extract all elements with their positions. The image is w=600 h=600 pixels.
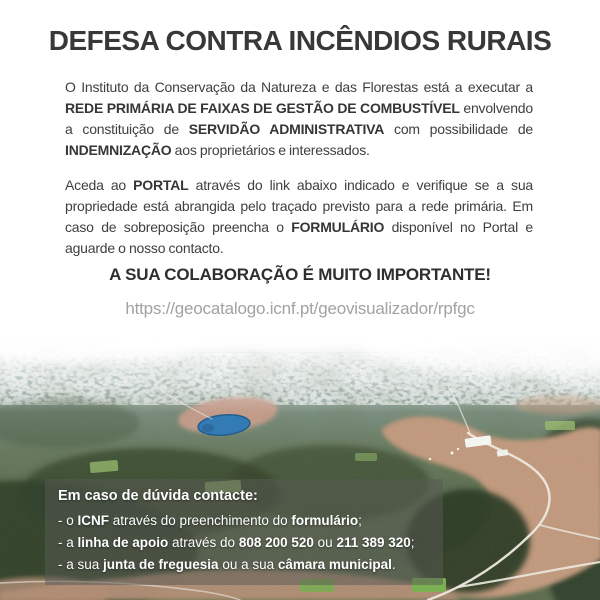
paragraph-portal-instructions bbox=[65, 175, 533, 259]
text-segment: . bbox=[391, 557, 396, 572]
emphasis-linha-apoio: linha de apoio bbox=[77, 535, 169, 550]
contact-line-icnf bbox=[58, 510, 431, 532]
emphasis-junta: junta de freguesia bbox=[103, 557, 219, 572]
contact-line-local bbox=[58, 554, 431, 576]
text-segment: ; bbox=[358, 513, 362, 528]
text-segment: com possibilidade de bbox=[384, 121, 534, 137]
collaboration-banner: A SUA COLABORAÇÃO É MUITO IMPORTANTE! bbox=[109, 265, 491, 284]
text-segment: através do link abaixo indicado e verifique se a sua propriedade está abrangida pelo traçado previsto para a rede primária. Em caso de sobreposição preencha o bbox=[65, 177, 534, 235]
aerial-photo bbox=[0, 333, 600, 600]
paragraph-execution-notice bbox=[65, 77, 533, 161]
text-segment: Aceda ao bbox=[65, 177, 134, 193]
intro-section bbox=[65, 77, 533, 259]
phone-number-1: 808 200 520 bbox=[238, 535, 314, 550]
text-segment: - o bbox=[58, 513, 78, 528]
text-segment: através do bbox=[168, 535, 239, 550]
text-segment: - a bbox=[58, 535, 78, 550]
emphasis-camara: câmara municipal bbox=[277, 557, 392, 572]
text-segment: através do preenchimento do bbox=[109, 513, 292, 528]
text-segment: ou a sua bbox=[218, 557, 278, 572]
contact-info-box bbox=[45, 479, 443, 585]
emphasis-icnf: ICNF bbox=[77, 513, 110, 528]
emphasis-formulario: FORMULÁRIO bbox=[291, 219, 385, 235]
emphasis-formulario-contact: formulário bbox=[291, 513, 359, 528]
text-segment: - a sua bbox=[58, 557, 104, 572]
text-segment: ou bbox=[313, 535, 337, 550]
emphasis-indemnizacao: INDEMNIZAÇÃO bbox=[65, 142, 172, 158]
emphasis-rede-primaria: REDE PRIMÁRIA DE FAIXAS DE GESTÃO DE COMBUSTÍVEL bbox=[65, 100, 460, 116]
emphasis-servidao: SERVIDÃO ADMINISTRATIVA bbox=[188, 121, 385, 137]
page-title: DEFESA CONTRA INCÊNDIOS RURAIS bbox=[48, 24, 552, 56]
text-segment: disponível no Portal e aguarde o nosso contacto. bbox=[65, 219, 533, 256]
text-segment: envolvendo a constituição de bbox=[65, 100, 533, 137]
contact-line-phone bbox=[58, 532, 431, 554]
text-segment: ; bbox=[410, 535, 415, 550]
phone-number-2: 211 389 320 bbox=[336, 535, 411, 550]
portal-url[interactable]: https://geocatalogo.icnf.pt/geovisualizador/rpfgc bbox=[125, 299, 475, 318]
text-segment: aos proprietários e interessados. bbox=[171, 142, 370, 158]
text-segment: O Instituto da Conservação da Natureza e das Florestas está a executar a bbox=[65, 79, 533, 95]
haze-fog bbox=[0, 333, 600, 413]
contact-heading: Em caso de dúvida contacte: bbox=[58, 488, 258, 504]
emphasis-portal: PORTAL bbox=[133, 177, 189, 193]
